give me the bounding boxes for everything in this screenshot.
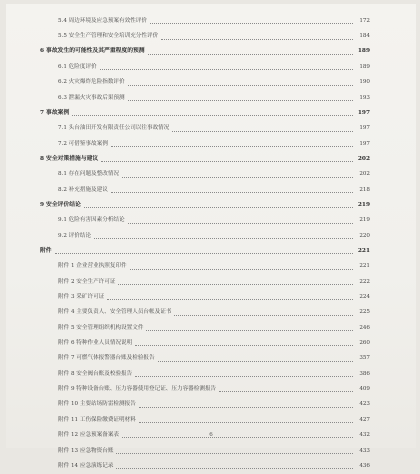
toc-leader-dots xyxy=(174,315,353,316)
toc-leader-dots xyxy=(94,238,353,239)
toc-entry-page: 197 xyxy=(359,125,370,132)
toc-entry-label: 附件 2 安全生产许可证 xyxy=(58,278,116,285)
toc-leader-dots xyxy=(101,161,353,162)
toc-entry-page: 184 xyxy=(359,33,370,40)
toc-leader-dots xyxy=(118,284,353,285)
toc-entry-label: 5.5 安全生产管理和安全培训充分性评价 xyxy=(58,33,159,40)
toc-entry-page: 260 xyxy=(359,340,370,347)
toc-entry-page: 197 xyxy=(359,140,370,147)
toc-section-entry xyxy=(6,213,416,228)
toc-section-entry xyxy=(6,260,416,275)
toc-leader-dots xyxy=(100,69,353,70)
toc-section-entry xyxy=(6,321,416,336)
toc-entry-page: 189 xyxy=(359,63,370,70)
toc-entry-label: 5.4 周边环境及应急预案有效性评价 xyxy=(58,17,147,24)
toc-entry-label: 附件 5 安全管理组织机构设置文件 xyxy=(58,324,144,331)
toc-entry-label: 6.2 火灾爆炸危险指数评价 xyxy=(58,79,125,86)
toc-entry-label: 附件 11 工伤保险缴费证明材料 xyxy=(58,416,136,423)
toc-entry-label: 6.1 危险度评价 xyxy=(58,63,97,70)
toc-entry-page: 220 xyxy=(359,232,370,239)
toc-leader-dots xyxy=(135,345,353,346)
toc-section-entry xyxy=(6,229,416,244)
toc-chapter-entry xyxy=(6,244,416,259)
toc-leader-dots xyxy=(116,468,353,469)
toc-section-entry xyxy=(6,444,416,459)
toc-entry-label: 附件 1 企业营业执照复印件 xyxy=(58,263,127,270)
toc-chapter-entry xyxy=(6,106,416,121)
toc-entry-page: 202 xyxy=(359,171,370,178)
toc-entry-label: 附件 10 主要站场防雷检测报告 xyxy=(58,401,136,408)
toc-section-entry xyxy=(6,183,416,198)
toc-section-entry xyxy=(6,167,416,182)
toc-entry-label: 附件 9 特种设备台账、压力容器使用登记证、压力容器检测报告 xyxy=(58,386,217,393)
toc-entry-page: 386 xyxy=(359,370,370,377)
toc-leader-dots xyxy=(219,391,353,392)
toc-entry-page: 219 xyxy=(359,217,370,224)
toc-leader-dots xyxy=(55,253,353,254)
toc-section-entry xyxy=(6,290,416,305)
toc-entry-page: 433 xyxy=(359,447,370,454)
toc-entry-page: 246 xyxy=(359,324,370,331)
toc-entry-label: 9.1 危险有害因素分析结论 xyxy=(58,217,125,224)
toc-chapter-entry xyxy=(6,198,416,213)
toc-leader-dots xyxy=(135,376,353,377)
toc-entry-page: 432 xyxy=(359,432,370,439)
toc-section-entry xyxy=(6,352,416,367)
toc-section-entry xyxy=(6,91,416,106)
toc-leader-dots xyxy=(148,54,353,55)
toc-leader-dots xyxy=(161,39,353,40)
toc-entry-label: 附件 8 安全阀台账及校验报告 xyxy=(58,370,133,377)
toc-section-entry xyxy=(6,121,416,136)
toc-leader-dots xyxy=(107,299,353,300)
toc-section-entry xyxy=(6,306,416,321)
toc-section-entry xyxy=(6,336,416,351)
toc-entry-label: 8.1 存在问题及整改情况 xyxy=(58,171,120,178)
toc-leader-dots xyxy=(172,131,353,132)
toc-section-entry xyxy=(6,137,416,152)
toc-entry-page: 224 xyxy=(359,294,370,301)
toc-entry-page: 193 xyxy=(359,94,370,101)
toc-section-entry xyxy=(6,29,416,44)
toc-entry-label: 附件 3 采矿许可证 xyxy=(58,294,105,301)
toc-section-entry xyxy=(6,60,416,75)
toc-entry-label: 7 事故案例 xyxy=(40,109,70,116)
toc-entry-page: 409 xyxy=(359,386,370,393)
toc-section-entry xyxy=(6,275,416,290)
toc-entry-label: 附件 13 应急物资台账 xyxy=(58,447,114,454)
toc-entry-page: 190 xyxy=(359,79,370,86)
toc-leader-dots xyxy=(72,115,353,116)
toc-leader-dots xyxy=(111,146,353,147)
toc-entry-page: 427 xyxy=(359,416,370,423)
toc-entry-label: 附件 14 应急演练记录 xyxy=(58,462,114,469)
toc-entry-label: 附件 xyxy=(40,247,52,254)
toc-entry-page: 218 xyxy=(359,186,370,193)
toc-leader-dots xyxy=(111,192,353,193)
toc-entry-page: 197 xyxy=(357,109,370,116)
toc-section-entry xyxy=(6,413,416,428)
toc-entry-label: 8 安全对策措施与建议 xyxy=(40,155,99,162)
toc-section-entry xyxy=(6,75,416,90)
toc-entry-page: 357 xyxy=(359,355,370,362)
toc-section-entry xyxy=(6,398,416,413)
toc-entry-label: 9 安全评价结论 xyxy=(40,201,81,208)
toc-leader-dots xyxy=(150,23,353,24)
toc-entry-label: 6 事故发生的可能性及其严重程度的预测 xyxy=(40,48,145,55)
toc-entry-page: 225 xyxy=(359,309,370,316)
toc-entry-label: 8.2 补充措施及建议 xyxy=(58,186,108,193)
toc-leader-dots xyxy=(128,85,353,86)
toc-chapter-entry xyxy=(6,152,416,167)
toc-leader-dots xyxy=(122,177,353,178)
document-page xyxy=(6,4,416,469)
page-number-footer: 6 xyxy=(209,432,213,438)
toc-entry-page: 219 xyxy=(357,201,370,208)
table-of-contents xyxy=(6,14,416,474)
toc-leader-dots xyxy=(128,223,353,224)
toc-entry-label: 附件 6 特种作业人员情况说明 xyxy=(58,340,133,347)
toc-section-entry xyxy=(6,459,416,474)
toc-leader-dots xyxy=(128,100,353,101)
toc-entry-label: 7.2 可借鉴事故案例 xyxy=(58,140,108,147)
toc-section-entry xyxy=(6,14,416,29)
toc-entry-label: 7.1 头台油田开发有限责任公司以往事故情况 xyxy=(58,125,170,132)
toc-entry-page: 423 xyxy=(359,401,370,408)
toc-entry-page: 221 xyxy=(359,263,370,270)
toc-leader-dots xyxy=(139,422,353,423)
toc-entry-label: 6.3 泄漏火灾事故后果预测 xyxy=(58,94,125,101)
toc-entry-page: 172 xyxy=(359,17,370,24)
toc-entry-page: 436 xyxy=(359,462,370,469)
toc-leader-dots xyxy=(158,361,353,362)
toc-entry-label: 附件 12 应急预案备案表 xyxy=(58,432,120,439)
toc-leader-dots xyxy=(116,453,353,454)
toc-entry-label: 附件 7 可燃气体报警器台账及检验报告 xyxy=(58,355,155,362)
toc-leader-dots xyxy=(130,269,353,270)
toc-leader-dots xyxy=(84,207,353,208)
toc-section-entry xyxy=(6,382,416,397)
toc-entry-page: 189 xyxy=(357,48,370,55)
toc-chapter-entry xyxy=(6,45,416,60)
toc-leader-dots xyxy=(146,330,353,331)
toc-entry-label: 9.2 评价结论 xyxy=(58,232,92,239)
toc-entry-label: 附件 4 主要负责人、安全管理人员台帐及证书 xyxy=(58,309,172,316)
toc-entry-page: 222 xyxy=(359,278,370,285)
toc-entry-page: 202 xyxy=(357,155,370,162)
toc-entry-page: 221 xyxy=(357,247,370,254)
toc-leader-dots xyxy=(139,407,353,408)
toc-section-entry xyxy=(6,367,416,382)
